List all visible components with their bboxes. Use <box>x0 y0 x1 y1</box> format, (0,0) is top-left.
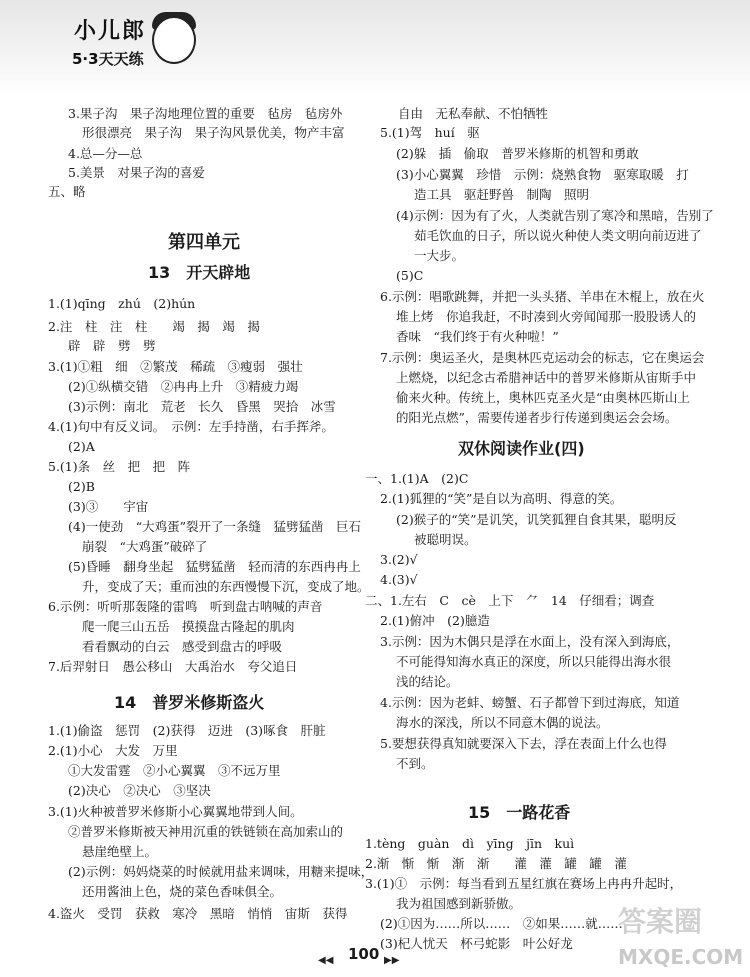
weekend-reading-title: 双休阅读作业(四) <box>458 439 585 458</box>
answer-line: 崩裂 “大鸡蛋”破碎了 <box>82 539 208 554</box>
answer-line: 7.后羿射日 愚公移山 大禹治水 夸父追日 <box>48 659 298 674</box>
answer-line: 形很漂亮 果子沟 果子沟风景优美，物产丰富 <box>82 125 345 140</box>
answer-line: 5.(1)驾 huí 驱 <box>380 125 480 140</box>
answer-line: 香味 “我们终于有火种啦！” <box>396 329 559 344</box>
answer-line: 还用酱油上色，烧的菜色香味俱全。 <box>82 884 283 899</box>
answer-line: (3)③ 宇宙 <box>68 499 149 514</box>
answer-line: 7.示例：奥运圣火，是奥林匹克运动会的标志，它在奥运会 <box>380 350 705 365</box>
answer-line: (2)B <box>68 479 95 494</box>
answer-line: 不到。 <box>396 756 434 771</box>
answer-line: (2)猴子的“笑”是讥笑，讥笑狐狸自食其果，聪明反 <box>396 512 677 527</box>
answer-line: 3.示例：因为木偶只是浮在水面上，没有深入到海底， <box>380 634 680 649</box>
answer-line: (3)示例：南北 荒老 长久 昏黑 哭拾 冰雪 <box>68 399 336 414</box>
logo <box>66 8 196 78</box>
answer-line: 2.(1)狐狸的“笑”是自以为高明、得意的笑。 <box>380 491 623 506</box>
answer-line: 堆上烤 你追我赶，不时凑到火旁闻闻那一股股诱人的 <box>396 309 697 324</box>
answer-line: 4.(3)√ <box>380 572 418 587</box>
answer-line: 6.示例：听听那轰隆的雷鸣 听到盘古呐喊的声音 <box>48 599 323 614</box>
answer-line: 3.果子沟 果子沟地理位置的重要 毡房 毡房外 <box>68 106 343 121</box>
answer-line: 我为祖国感到新骄傲。 <box>396 896 522 911</box>
answer-line: (4)一使劲 “大鸡蛋”裂开了一条缝 猛劈猛凿 巨石 <box>68 519 361 534</box>
answer-line: 4.总—分—总 <box>68 146 143 161</box>
next-arrows-icon: ▶▶ <box>384 955 400 966</box>
answer-line: 茹毛饮血的日子，所以说火种使人类文明向前迈进了 <box>414 228 702 243</box>
answer-line: 一大步。 <box>414 248 465 263</box>
page-number: 100 <box>348 945 380 963</box>
logo-title: 小儿郎 <box>74 19 147 44</box>
answer-line: 5.美景 对果子沟的喜爱 <box>68 165 205 180</box>
answer-line: (2)①因为……所以…… ②如果……就…… <box>380 916 623 931</box>
answer-line: ②普罗米修斯被天神用沉重的铁链锁在高加索山的 <box>68 824 344 839</box>
answer-line: 造工具 驱赶野兽 制陶 照明 <box>414 187 590 202</box>
answer-line: 2.(1)俯冲 (2)臆造 <box>380 613 490 628</box>
answer-line: 1.(1)偷盗 惩罚 (2)获得 迈进 (3)啄食 肝脏 <box>48 723 326 738</box>
answer-line: 辟 辟 劈 劈 <box>68 338 156 353</box>
answer-line: (2)①纵横交错 ②冉冉上升 ③精疲力竭 <box>68 379 299 394</box>
answer-line: (2)决心 ②决心 ③坚决 <box>68 783 211 798</box>
answer-line: 3.(2)√ <box>380 552 418 567</box>
answer-line: 五、略 <box>48 184 86 199</box>
answer-line: (5)昏睡 翻身坐起 猛劈猛凿 轻而清的东西冉冉上 <box>68 559 361 574</box>
answer-line: (2)A <box>68 439 95 454</box>
answer-line: 2.(1)小心 大发 万里 <box>48 743 178 758</box>
answer-line: 浅的结论。 <box>396 674 459 689</box>
answer-line: 4.(1)句中有反义词。 示例：左手持凿，右手挥斧。 <box>48 419 334 434</box>
answer-line: 一、1.(1)A (2)C <box>365 471 469 486</box>
answer-line: 3.(1)火种被普罗米修斯小心翼翼地带到人间。 <box>48 804 303 819</box>
watermark-url: MXQE.COM <box>618 945 744 969</box>
answer-line: (4)示例：因为有了火，人类就告别了寒冷和黑暗，告别了 <box>396 208 714 223</box>
answer-line: (5)C <box>396 268 424 283</box>
answer-line: (3)小心翼翼 珍惜 示例：烧熟食物 驱寒取暖 打 <box>396 167 689 182</box>
answer-line: 1.(1)qīng zhú (2)hún <box>48 296 196 311</box>
answer-line: 看看飘动的白云 感受到盘古的呼吸 <box>82 639 283 654</box>
answer-line: 悬崖绝壁上。 <box>82 844 158 859</box>
logo-subtitle: 5·3天天练 <box>72 50 144 68</box>
lesson-15-title: 15 一路花香 <box>468 803 571 822</box>
answer-line: 自由 无私奉献、不怕牺牲 <box>398 106 549 121</box>
answer-line: 上燃烧，以纪念古希腊神话中的普罗米修斯从宙斯手中 <box>396 370 697 385</box>
answer-line: 2.渐 惭 惭 渐 渐 灌 灌 罐 罐 灌 <box>365 856 627 871</box>
answer-line: 升，变成了天；重而浊的东西慢慢下沉，变成了地。 <box>82 579 370 594</box>
answer-line: 偷来火种。传统上，奥林匹克圣火是“由奥林匹斯山上 <box>396 390 690 405</box>
answer-line: (3)杞人忧天 杯弓蛇影 叶公好龙 <box>380 936 573 951</box>
watermark: 答案圈 <box>618 905 703 938</box>
answer-line: 5.要想获得真知就要深入下去，浮在表面上什么也得 <box>380 736 667 751</box>
answer-line: 6.示例：唱歌跳舞，并把一头头猪、羊串在木棍上，放在火 <box>380 289 705 304</box>
answer-line: 2.注 柱 注 柱 竭 揭 竭 揭 <box>48 319 260 334</box>
answer-line: 4.盗火 受罚 获救 寒冷 黑暗 悄悄 宙斯 获得 <box>48 906 348 921</box>
mascot-icon <box>152 16 196 64</box>
answer-line: 3.(1)① 示例：每当看到五星红旗在赛场上冉冉升起时， <box>365 876 683 891</box>
answer-line: 3.(1)①粗 细 ②繁茂 稀疏 ③瘦弱 强壮 <box>48 359 303 374</box>
answer-line: (2)示例：妈妈烧菜的时候就用盐来调味，用糖来提味， <box>68 864 374 879</box>
answer-line: 1.tèng guàn dì yīng jīn kuì <box>365 836 575 851</box>
answer-line: 5.(1)条 丝 把 把 阵 <box>48 459 191 474</box>
prev-arrows-icon: ◀◀ <box>318 955 334 966</box>
answer-line: (2)躲 插 偷取 普罗米修斯的机智和勇敢 <box>396 146 639 161</box>
answer-line: 4.示例：因为老蚌、螃蟹、石子都曾下到过海底，知道 <box>380 695 680 710</box>
answer-line: 爬一爬三山五岳 摸摸盘古隆起的肌肉 <box>82 619 295 634</box>
answer-line: 海水的深浅，所以不同意木偶的说法。 <box>396 715 609 730</box>
unit-title: 第四单元 <box>168 232 240 253</box>
answer-line: 二、1.左右 C cè 上下 ⺈ 14 仔细看；调查 <box>365 593 655 608</box>
answer-line: ①大发雷霆 ②小心翼翼 ③不远万里 <box>68 763 281 778</box>
lesson-13-title: 13 开天辟地 <box>148 263 251 282</box>
answer-line: 被聪明误。 <box>414 532 477 547</box>
answer-line: 不可能得知海水真正的深度，所以只能得出海水很 <box>396 654 672 669</box>
lesson-14-title: 14 普罗米修斯盗火 <box>114 693 265 712</box>
answer-line: 的阳光点燃”，需要传递者步行传递到奥运会会场。 <box>396 410 678 425</box>
